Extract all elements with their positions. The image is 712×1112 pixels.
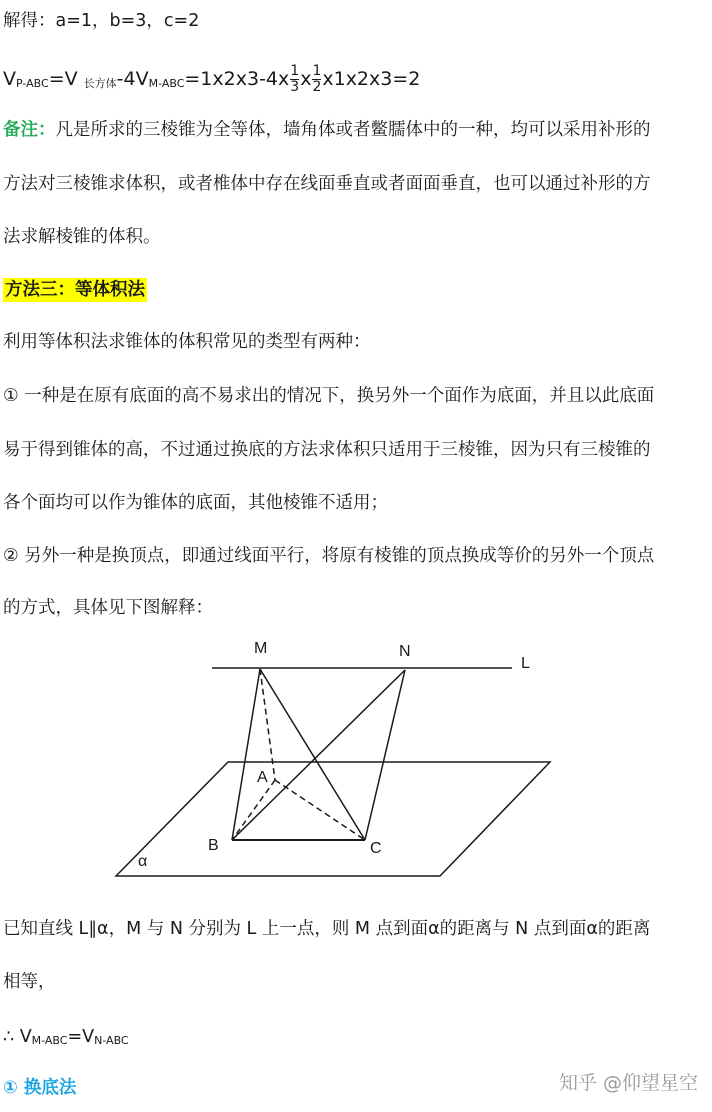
conclusion: ∴ $V_{M-ABC}=V_{N-ABC}$	[3, 1027, 129, 1047]
edge-MB	[232, 669, 260, 840]
label-B: B	[208, 837, 219, 854]
paragraph-line: 易于得到锥体的高，不过通过换底的方法求体积只适用于三棱锥，因为只有三棱锥的	[3, 440, 651, 460]
note-line: 法求解棱锥的体积。	[3, 227, 161, 247]
paragraph-line: ② 另外一种是换顶点，即通过线面平行，将原有棱锥的顶点换成等价的另外一个顶点	[3, 546, 655, 566]
given-line: 已知直线 L∥α，M 与 N 分别为 L 上一点，则 M 点到面α的距离与 N 点到面α的距离	[3, 919, 651, 939]
paragraph-line: 各个面均可以作为锥体的底面，其他棱锥不适用；	[3, 493, 388, 513]
plane-alpha	[116, 762, 550, 876]
fraction: $\frac{1}{3}$	[290, 63, 300, 95]
label-C: C	[370, 840, 382, 857]
label-A: A	[257, 769, 268, 786]
note-line: 方法对三棱锥求体积，或者椎体中存在线面垂直或者面面垂直，也可以通过补形的方	[3, 174, 651, 194]
note-line: 备注：凡是所求的三棱锥为全等体，墙角体或者鳖臑体中的一种，均可以采用补形的	[3, 120, 651, 140]
label-M: M	[254, 640, 268, 657]
intro-text: 利用等体积法求锥体的体积常见的类型有两种：	[3, 332, 371, 352]
geometry-diagram	[0, 630, 712, 890]
edge-AC	[275, 780, 365, 840]
solution-line: 解得：a=1，b=3，c=2	[3, 11, 200, 31]
watermark: 知乎 @仰望星空	[558, 1072, 698, 1094]
given-line: 相等，	[3, 972, 56, 992]
label-alpha: α	[138, 853, 148, 870]
paragraph-line: ① 一种是在原有底面的高不易求出的情况下，换另外一个面作为底面，并且以此底面	[3, 386, 655, 406]
sub-heading: ① 换底法	[3, 1078, 77, 1098]
paragraph-line: 的方式，具体见下图解释：	[3, 598, 213, 618]
volume-formula: $V_{P-ABC}=V$ $_{长方体}-4V_{M-ABC}=1x2x3-4x$ $\frac{1}{3}$ x $\frac{1}{2}$ x1x2x3=2	[3, 63, 421, 95]
edge-MA	[260, 669, 275, 780]
method-heading: 方法三：等体积法	[5, 280, 145, 300]
label-L: L	[521, 655, 530, 672]
fraction: $\frac{1}{2}$	[312, 63, 322, 95]
edge-MC	[260, 669, 365, 840]
edge-NB	[232, 670, 405, 840]
edge-AB	[232, 780, 275, 840]
edge-NC	[365, 670, 405, 840]
label-N: N	[399, 643, 411, 660]
